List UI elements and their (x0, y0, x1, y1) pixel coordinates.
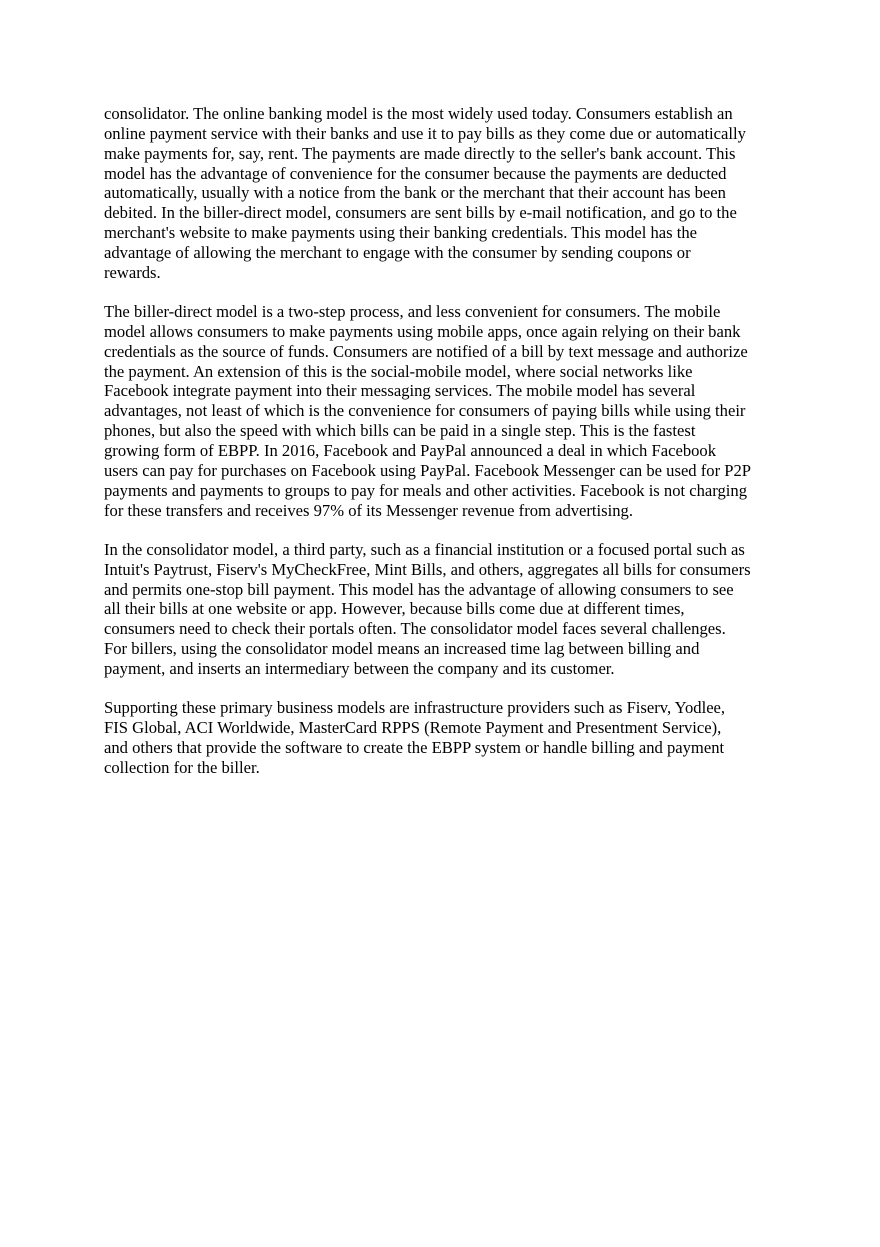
paragraph-online-banking-model (104, 104, 784, 283)
text-line: For billers, using the consolidator model means an increased time lag between billing and (104, 639, 700, 659)
text-line: phones, but also the speed with which bills can be paid in a single step. This is the fastest (104, 421, 696, 441)
text-line: growing form of EBPP. In 2016, Facebook and PayPal announced a deal in which Facebook (104, 441, 717, 460)
text-line: payments and payments to groups to pay for meals and other activities. Facebook is not charging (104, 480, 748, 500)
text-line: advantages, not least of which is the convenience for consumers of paying bills while using their (104, 401, 746, 421)
paragraph-consolidator-model (104, 540, 784, 679)
text-line: consumers need to check their portals often. The consolidator model faces several challenges. (104, 619, 726, 639)
text-line: make payments for, say, rent. The payments are made directly to the seller's bank account. This (104, 143, 736, 163)
text-line: debited. In the biller-direct model, consumers are sent bills by e-mail notification, and go to the (104, 203, 737, 223)
text-line: payment, and inserts an intermediary between the company and its customer. (104, 658, 615, 678)
text-line: The biller-direct model is a two-step process, and less convenient for consumers. The mobile (104, 302, 721, 322)
text-line: Supporting these primary business models are infrastructure providers such as Fiserv, Yodlee, (104, 698, 726, 718)
text-line: for these transfers and receives 97% of its Messenger revenue from advertising. (104, 500, 633, 520)
text-line: Intuit's Paytrust, Fiserv's MyCheckFree, Mint Bills, and others, aggregates all bills for consumers (104, 559, 751, 579)
text-line: online payment service with their banks and use it to pay bills as they come due or automatically (104, 123, 746, 143)
text-line: and permits one-stop bill payment. This model has the advantage of allowing consumers to see (104, 579, 734, 599)
text-line: users can pay for purchases on Facebook using PayPal. Facebook Messenger can be used for P2P (104, 460, 752, 480)
text-line: In the consolidator model, a third party, such as a financial institution or a focused portal such as (104, 539, 745, 559)
text-line: automatically, usually with a notice from the bank or the merchant that their account has been (104, 183, 726, 203)
text-line: the payment. An extension of this is the social-mobile model, where social networks like (104, 361, 693, 381)
text-line: collection for the biller. (104, 757, 260, 777)
text-line: model allows consumers to make payments using mobile apps, once again relying on their bank (104, 321, 741, 341)
text-line: model has the advantage of convenience for the consumer because the payments are deducted (104, 163, 727, 183)
paragraph-mobile-model (104, 302, 784, 520)
text-line: consolidator. The online banking model is the most widely used today. Consumers establish an (104, 104, 733, 123)
paragraph-infrastructure-providers (104, 698, 784, 777)
text-line: merchant's website to make payments using their banking credentials. This model has the (104, 223, 697, 243)
text-line: credentials as the source of funds. Consumers are notified of a bill by text message and authorize (104, 341, 748, 361)
text-line: advantage of allowing the merchant to engage with the consumer by sending coupons or (104, 242, 691, 262)
text-line: Facebook integrate payment into their messaging services. The mobile model has several (104, 381, 696, 401)
text-line: and others that provide the software to create the EBPP system or handle billing and payment (104, 737, 725, 757)
document-body (104, 104, 784, 797)
text-line: rewards. (104, 262, 161, 282)
text-line: all their bills at one website or app. However, because bills come due at different times, (104, 599, 685, 619)
text-line: FIS Global, ACI Worldwide, MasterCard RPPS (Remote Payment and Presentment Service), (104, 718, 722, 738)
